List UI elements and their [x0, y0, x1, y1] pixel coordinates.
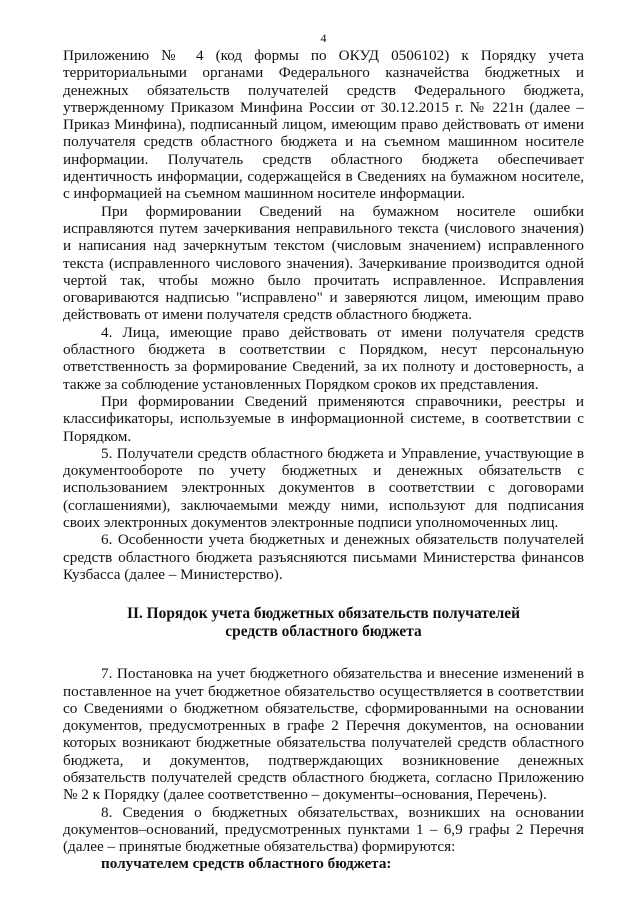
- section-title-line-1: II. Порядок учета бюджетных обязательств получателей: [127, 605, 520, 623]
- paragraph-item-8: 8. Сведения о бюджетных обязательствах, возникших на основании документов–оснований, предусмотренных пунктами 1 – 6,9 графы 2 Перечня (далее – принятые бюджетные обязательства) формируются:: [63, 803, 584, 856]
- page-number: 4: [320, 31, 327, 45]
- section-title-line-2: средств областного бюджета: [225, 623, 422, 641]
- paragraph-continuation: Приложению № 4 (код формы по ОКУД 0506102) к Порядку учета территориальными органами Федерального казначейства бюджетных и денежных обязательств получателей средств Федерального бюджета, утвержденному Приказом Минфина России от 30.12.2015 г. № 221н (далее – Приказ Минфина), подписанный лицом, имеющим право действовать от имени получателя средств областного бюджета и на съемном машинном носителе информации. Получатель средств областного бюджета обеспечивает идентичность информации, содержащейся в Сведениях на бумажном носителе, с информацией на съемном машинном носителе информации.: [63, 47, 584, 203]
- paragraph-reference-books: При формировании Сведений применяются справочники, реестры и классификаторы, используемые в информационной системе, в соответствии с Порядком.: [63, 392, 584, 445]
- paragraph-item-7: 7. Постановка на учет бюджетного обязательства и внесение изменений в поставленное на учет бюджетное обязательство осуществляется в соответствии со Сведениями о бюджетном обязательстве, сформированными на основании документов, предусмотренных в графе 2 Перечня документов, на основании которых возникают бюджетные обязательства получателей средств областного бюджета, и документов, подтверждающих возникновение денежных обязательств получателей средств областного бюджета, согласно Приложению № 2 к Порядку (далее соответственно – документы–основания, Перечень).: [63, 665, 584, 804]
- paragraph-item-4: 4. Лица, имеющие право действовать от имени получателя средств областного бюджета в соответствии с Порядком, несут персональную ответственность за формирование Сведений, за их полноту и достоверность, а также за соблюдение установленных Порядком сроков их представления.: [63, 323, 584, 393]
- section-title: [63, 605, 584, 641]
- paragraph-corrections: При формировании Сведений на бумажном носителе ошибки исправляются путем зачеркивания неправильного текста (числового значения) и написания над зачеркнутым текстом (числовым значением) исправленного текста (исправленного числового значения). Зачеркивание производится одной чертой так, чтобы можно было прочитать исправленное. Исправления оговариваются надписью "исправлено" и заверяются лицом, имеющим право действовать от имени получателя средств областного бюджета.: [63, 202, 584, 324]
- paragraph-item-6: 6. Особенности учета бюджетных и денежных обязательств получателей средств областного бюджета разъясняются письмами Министерства финансов Кузбасса (далее – Министерство).: [63, 531, 584, 583]
- paragraph-item-5: 5. Получатели средств областного бюджета и Управление, участвующие в документообороте по учету бюджетных и денежных обязательств с использованием электронных документов в соответствии с договорами (соглашениями), заключаемыми между ними, используют для подписания своих электронных документов электронные подписи уполномоченных лиц.: [63, 444, 584, 532]
- final-bold-line: получателем средств областного бюджета:: [101, 855, 392, 873]
